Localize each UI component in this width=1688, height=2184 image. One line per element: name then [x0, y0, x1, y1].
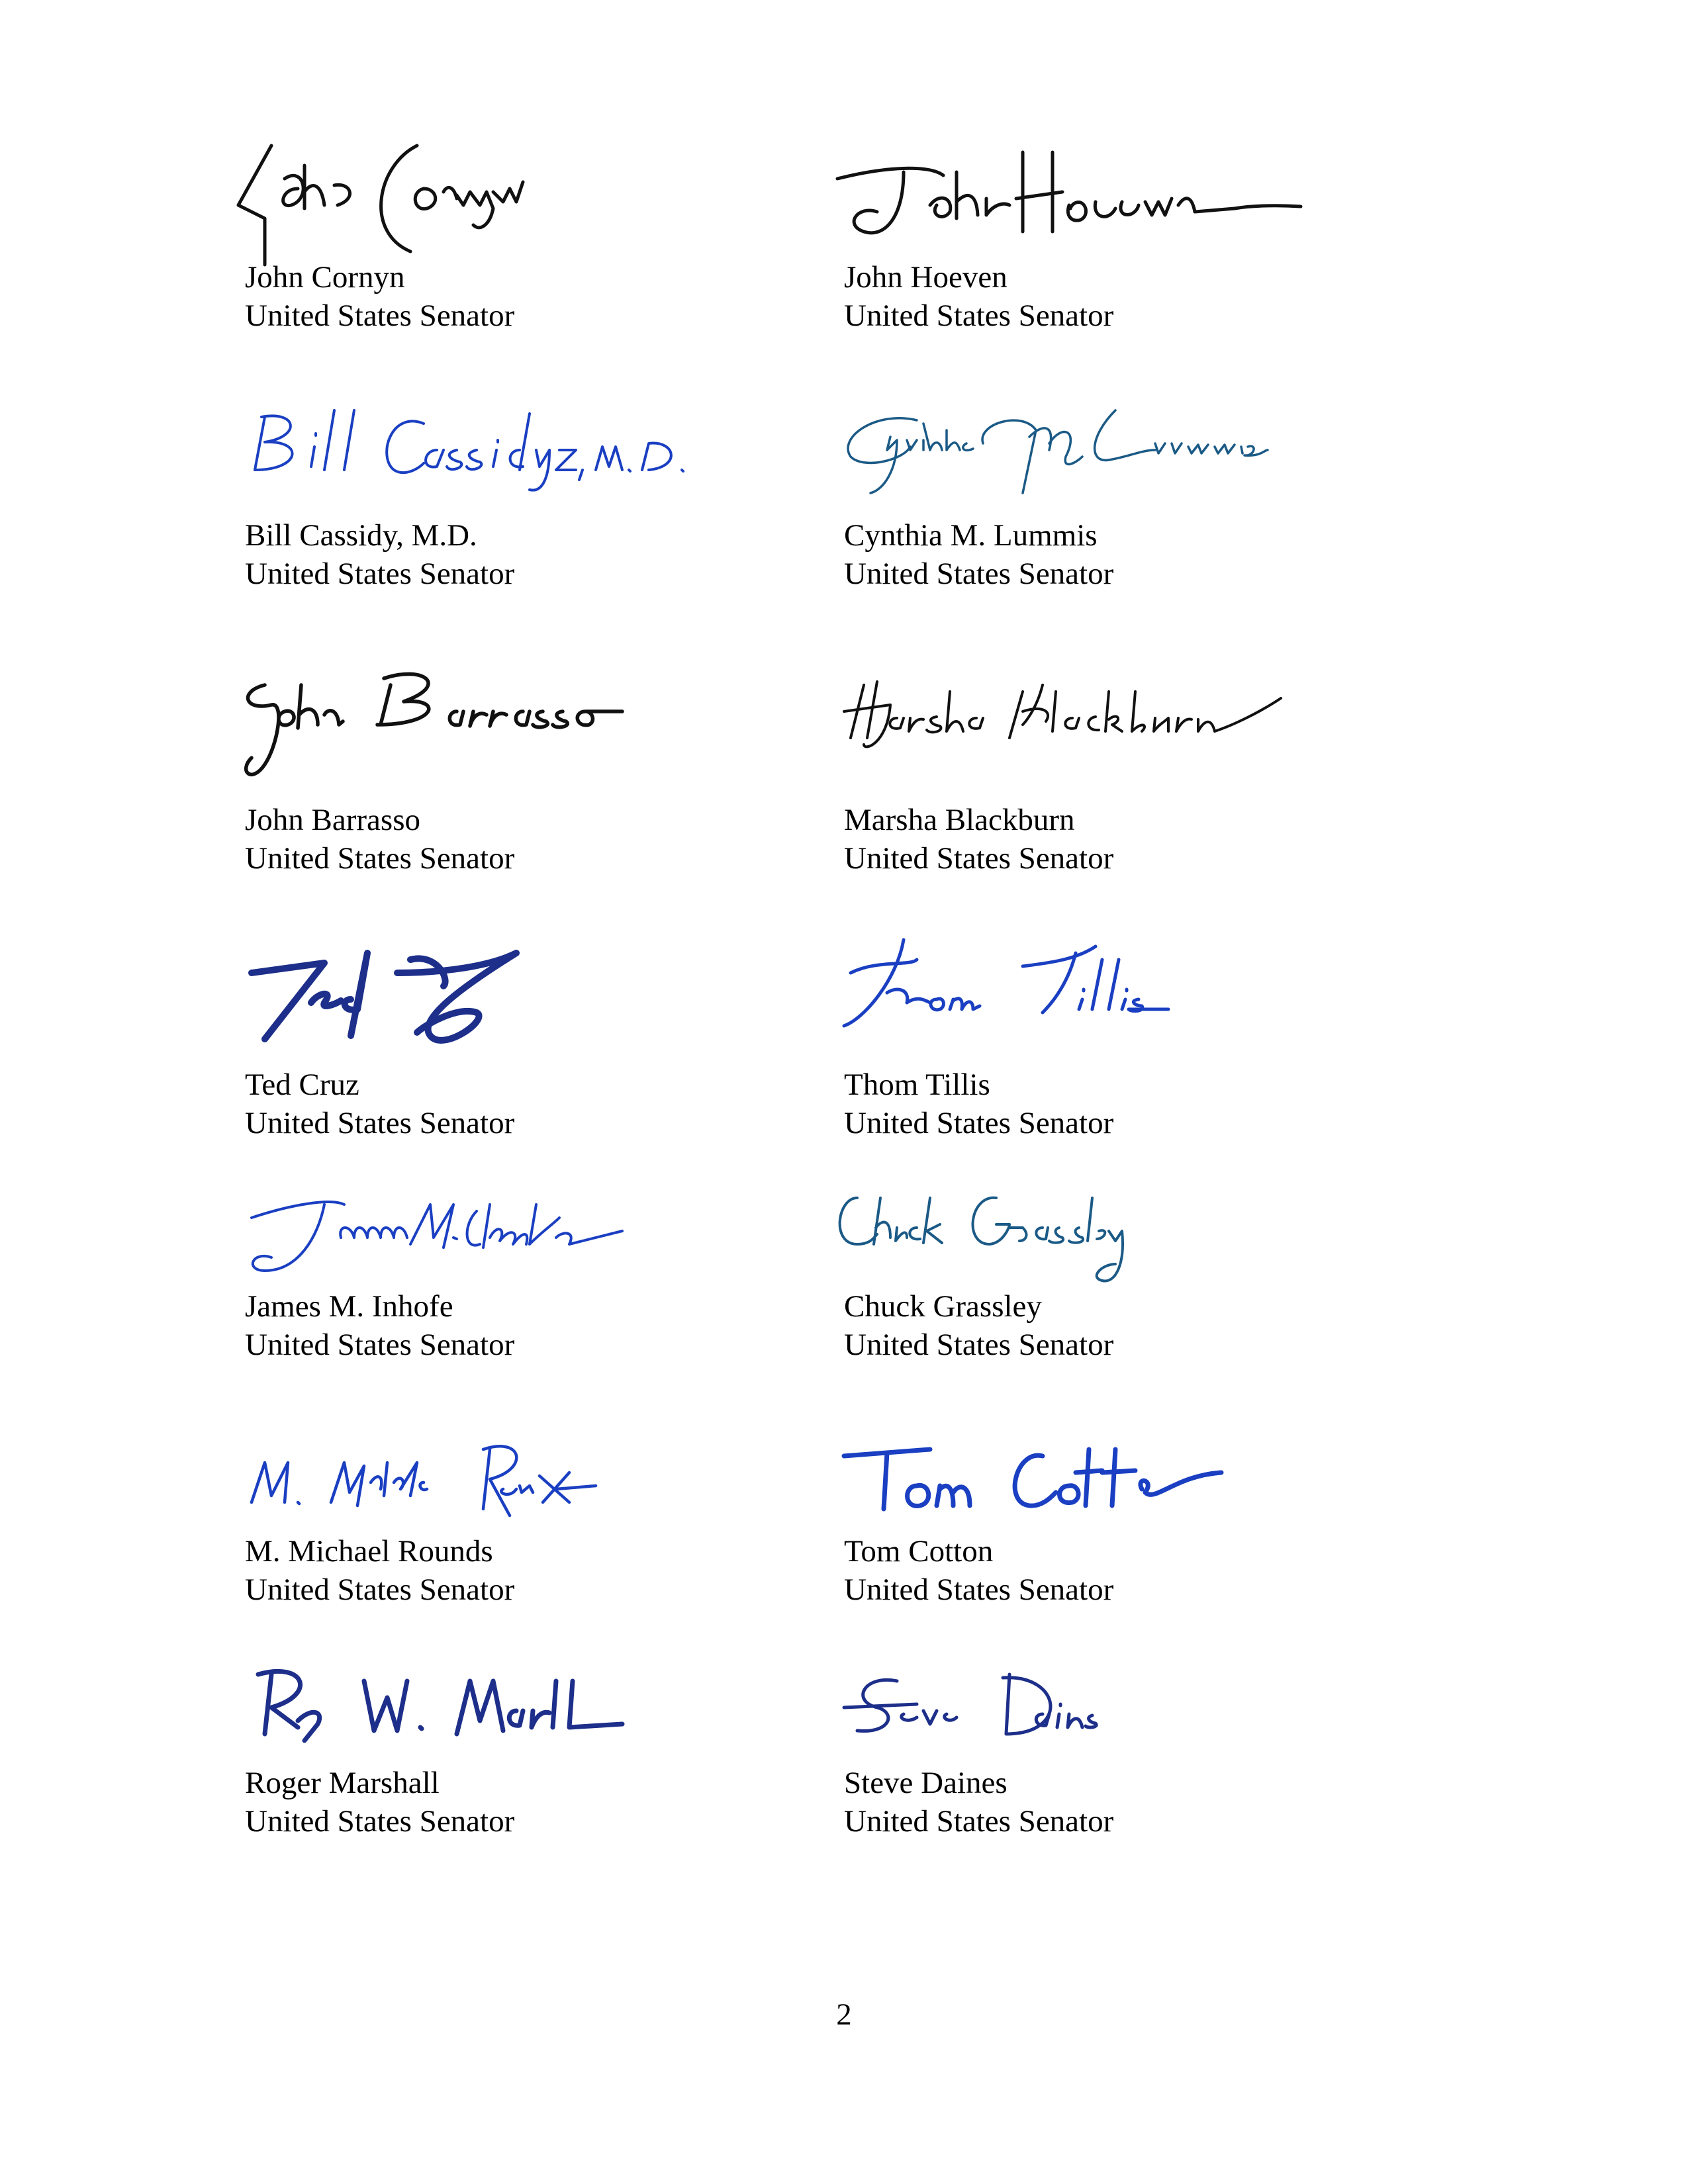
signatory-name: Tom Cotton [844, 1534, 994, 1569]
signature-block-grassley [844, 1165, 1440, 1377]
signature-block-cornyn [245, 126, 841, 338]
signatory-name: Ted Cruz [245, 1068, 359, 1102]
signatory-title: United States Senator [844, 1804, 1114, 1839]
signature-block-rounds [245, 1410, 841, 1621]
signature-block-cotton [844, 1410, 1440, 1621]
signatory-title: United States Senator [245, 557, 515, 591]
signatory-title: United States Senator [245, 841, 515, 876]
signature-barrasso [225, 645, 794, 804]
signatory-name: Steve Daines [844, 1766, 1008, 1800]
signature-block-blackburn [844, 645, 1440, 876]
signatory-name: John Barrasso [245, 803, 420, 837]
signatory-title: United States Senator [844, 1572, 1114, 1607]
signatory-title: United States Senator [245, 1804, 515, 1839]
signature-block-inhofe [245, 1165, 841, 1377]
signature-block-lummis [844, 384, 1440, 596]
signatory-title: United States Senator [245, 298, 515, 333]
signatory-name: Bill Cassidy, M.D. [245, 518, 477, 553]
signature-block-marshall [245, 1635, 841, 1846]
signatory-name: Roger Marshall [245, 1766, 440, 1800]
signatory-title: United States Senator [245, 1328, 515, 1362]
signatory-name: Thom Tillis [844, 1068, 990, 1102]
signature-block-tillis [844, 927, 1440, 1138]
signature-block-cassidy [245, 384, 841, 596]
signatory-name: M. Michael Rounds [245, 1534, 493, 1569]
signature-block-hoeven [844, 126, 1440, 338]
signatory-name: John Hoeven [844, 260, 1008, 295]
signatory-name: Cynthia M. Lummis [844, 518, 1098, 553]
signatory-title: United States Senator [245, 1572, 515, 1607]
signature-block-daines [844, 1635, 1440, 1846]
signatory-title: United States Senator [844, 1328, 1114, 1362]
signatory-title: United States Senator [245, 1106, 515, 1140]
signature-blackburn [824, 645, 1393, 804]
signatory-title: United States Senator [844, 1106, 1114, 1140]
signatory-name: Chuck Grassley [844, 1289, 1042, 1324]
signatory-title: United States Senator [844, 557, 1114, 591]
page-number: 2 [836, 1997, 852, 2032]
signature-block-barrasso [245, 645, 841, 876]
signatory-title: United States Senator [844, 298, 1114, 333]
signatory-name: James M. Inhofe [245, 1289, 453, 1324]
signature-tillis [824, 927, 1393, 1085]
signatory-name: Marsha Blackburn [844, 803, 1075, 837]
signature-cruz [225, 927, 794, 1085]
signatory-name: John Cornyn [245, 260, 405, 295]
signatory-title: United States Senator [844, 841, 1114, 876]
signature-block-cruz [245, 927, 841, 1138]
